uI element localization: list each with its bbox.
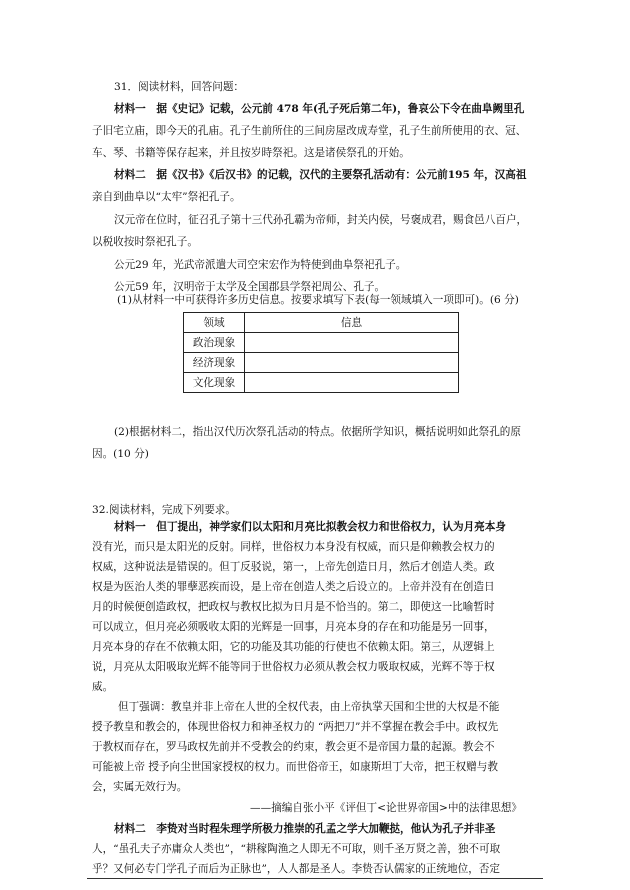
table-cell-domain: 文化现象: [184, 373, 245, 393]
footer-rule: [87, 878, 543, 879]
table-cell-domain: 政治现象: [184, 333, 245, 353]
q32-material1b-line2: 授予教皇和教会的，体现世俗权力和神圣权力的 “两把刀”并不掌握在教会手中。政权先: [92, 721, 499, 733]
q32-material1-line9: 威。: [92, 681, 114, 693]
q31-material2-line6: 公元59 年，汉明帝于太学及全国郡县学祭祀周公、孔子。: [114, 281, 386, 293]
q32-material1-line4: 权是为医治人类的罪孽恶疾而设，是上帝在创造人类之后设立的。上帝并没有在创造日: [92, 581, 495, 593]
q32-material1-line3: 权威，这种说法是错误的。但丁反驳说，第一，上帝先创造日月，然后才创造人类。政: [92, 561, 495, 573]
q32-material2-line2: 人，“虽孔夫子亦庸众人类也”，“耕稼陶渔之人即无不可取，则千圣万贤之善，独不可取: [92, 843, 501, 855]
q32-material1-line2: 没有光，而只是太阳光的反射。同样，世俗权力本身没有权威，而只是仰赖教会权力的: [92, 541, 495, 553]
table-header-info: 信息: [245, 313, 459, 333]
q32-material2-line1: 材料二 李贽对当时程朱理学所极力推崇的孔孟之学大加鞭挞，他认为孔子并非圣: [114, 823, 496, 835]
table-cell-info: [245, 373, 459, 393]
q31-prompt: 31．阅读材料，回答问题：: [114, 81, 245, 93]
q32-material1-line5: 月的时候便创造政权，把政权与教权比拟为日月是不恰当的。第二，即使这一比喻暂时: [92, 601, 495, 613]
q32-material2-line3: 乎？又何必专门学孔子而后为正脉也”，人人都是圣人。李贽否认儒家的正统地位，否定: [92, 863, 500, 875]
q31-material1-line2: 子旧宅立庙，即今天的孔庙。孔子生前所住的三间房屋改成寿堂，孔子生前所使用的衣、冠、: [92, 125, 527, 137]
q31-material2-line3: 汉元帝在位时，征召孔子第十三代孙孔霸为帝师，封关内侯，号褒成君，赐食邑八百户，: [114, 214, 528, 226]
q31-subquestion2-line2: 因。(10 分): [92, 448, 149, 460]
q32-material1b-line1: 但丁强调：教皇并非上帝在人世的全权代表，由上帝执掌天国和尘世的大权是不能: [118, 701, 500, 713]
q32-material1-line6: 可以成立，但月亮必须吸收太阳的光辉是一回事，月亮本身的存在和功能是另一回事，: [92, 621, 495, 633]
q32-material1-line8: 说，月亮从太阳吸取光辉不能等同于世俗权力必须从教会权力吸取权威，光辉不等于权: [92, 661, 495, 673]
q32-material1b-line5: 会，实属无效行为。: [92, 781, 188, 793]
q31-material2-line5: 公元29 年，光武帝派遣大司空宋宏作为特使到曲阜祭祀孔子。: [114, 259, 407, 271]
table-cell-info: [245, 333, 459, 353]
q31-subquestion1: (1)从材料一中可获得许多历史信息。按要求填写下表(每一领域填入一项即可)。(6 分): [117, 294, 519, 306]
q31-subquestion2-line1: (2)根据材料二，指出汉代历次祭孔活动的特点。依据所学知识，概括说明如此祭孔的原: [114, 426, 521, 438]
table-cell-domain: 经济现象: [184, 353, 245, 373]
q32-prompt: 32.阅读材料，完成下列要求。: [92, 504, 236, 516]
q32-material1-line1: 材料一 但丁提出，神学家们以太阳和月亮比拟教会权力和世俗权力，认为月亮本身: [114, 521, 506, 533]
q31-material1-line3: 车、琴、书籍等保存起来，并且按岁時祭祀。这是诸侯祭孔的开始。: [92, 147, 410, 159]
table-row: [184, 373, 459, 393]
q31-material1-line1: 材料一 据《史记》记载，公元前 478 年(孔子死后第二年)，鲁哀公下令在曲阜阙里孔: [114, 103, 525, 115]
table-header-row: [184, 313, 459, 333]
table-header-domain: 领域: [184, 313, 245, 333]
q31-material2-line4: 以税收按时祭祀孔子。: [92, 236, 198, 248]
q32-material1b-line3: 于教权而存在，罗马政权先前并不受教会的约束，教会更不是帝国力量的起源。教会不: [92, 741, 495, 753]
table-row: [184, 353, 459, 373]
q32-material1b-line4: 可能被上帝 授予向尘世国家授权的权力。而世俗帝王，如康斯坦丁大帝，把王权赠与教: [92, 761, 498, 773]
q31-info-table: [183, 312, 459, 393]
q32-material1-line7: 月亮本身的存在不依赖太阳，它的功能及其功能的行使也不依赖太阳。第三，从逻辑上: [92, 641, 495, 653]
q31-material2-line2: 亲自到曲阜以“太牢”祭祀孔子。: [92, 191, 241, 203]
q31-material2-line1: 材料二 据《汉书》《后汉书》的记载，汉代的主要祭孔活动有：公元前195 年，汉高祖: [114, 169, 527, 181]
q32-source: ——摘编自张小平《评但丁<论世界帝国>中的法律思想》: [250, 802, 523, 814]
table-cell-info: [245, 353, 459, 373]
table-row: [184, 333, 459, 353]
